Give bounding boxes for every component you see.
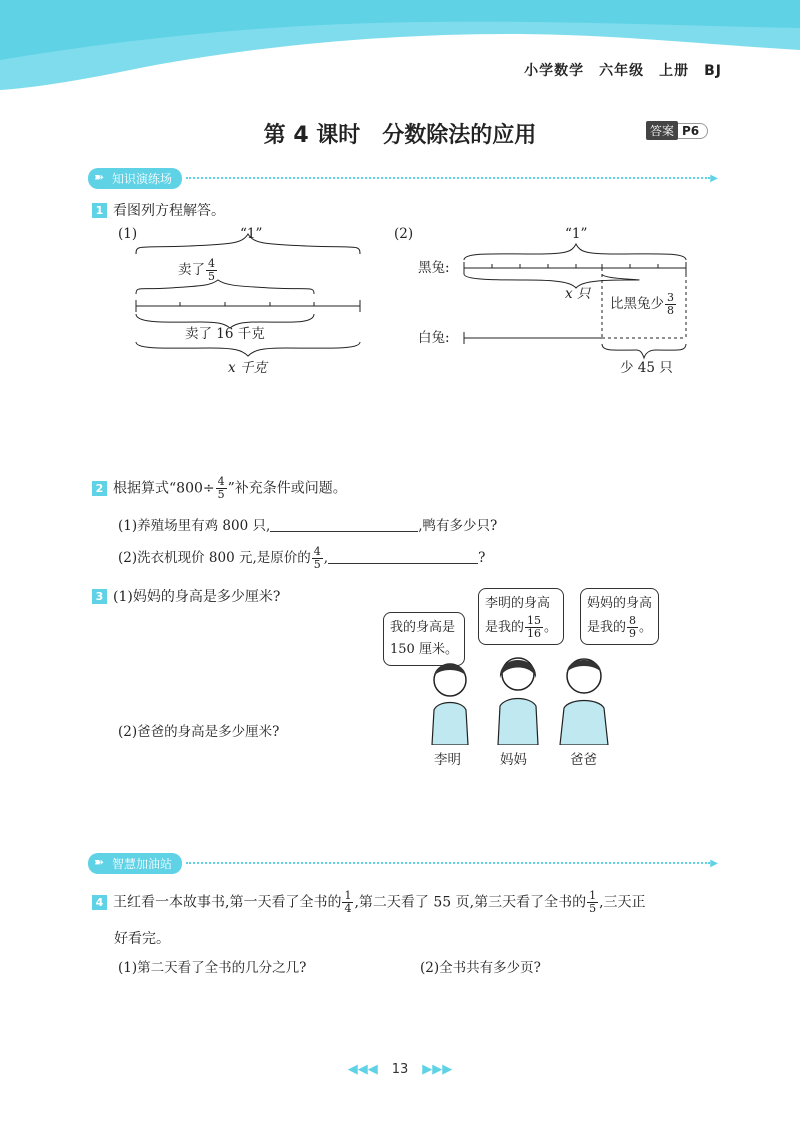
q4-sub-2: (2)全书共有多少页? — [420, 960, 541, 976]
speech-bubble-dad: 妈妈的身高 是我的 $\frac{8}{9}$ 。 — [580, 588, 659, 645]
section-header-practice: ➽ 知识演练场 ▶ — [88, 168, 718, 188]
page-title: 第 4 课时 分数除法的应用 — [263, 123, 537, 148]
sub-label: (2) — [394, 226, 414, 242]
question-number: 2 — [92, 481, 107, 496]
fraction: $\frac{4}{5}$ — [208, 257, 215, 283]
boy-figure — [432, 664, 468, 745]
bubble-line: 我的身高是 — [390, 620, 456, 635]
bubble-text: 是我的 — [485, 620, 525, 635]
q4-text-a: 王红看一本故事书,第一天看了全书的 — [113, 894, 342, 911]
q2-s2-a: (2)洗衣机现价 800 元,是原价的 — [118, 550, 311, 566]
sub-label: (1) — [118, 226, 138, 242]
question-number: 4 — [92, 895, 107, 910]
characters-illustration — [420, 650, 620, 745]
q2-text-b: ”补充条件或问题。 — [227, 480, 347, 497]
one-label: “1” — [565, 226, 588, 242]
section-header-challenge: ➽ 智慧加油站 ▶ — [88, 853, 718, 873]
black-rabbit-label: 黑兔: — [418, 260, 450, 276]
less-fraction-label — [610, 292, 677, 317]
question-text: 看图列方程解答。 — [113, 203, 225, 219]
answer-page: P6 — [678, 123, 708, 139]
fraction: $\frac{3}{8}$ — [667, 291, 674, 317]
answer-label: 答案 — [646, 121, 678, 140]
q2-s1-a: (1)养殖场里有鸡 800 只, — [118, 518, 271, 534]
sold-prefix: 卖了 — [178, 262, 205, 278]
x-label: x 只 — [565, 286, 591, 302]
q4-text-c: ,三天正 — [599, 894, 646, 911]
question-2 — [92, 476, 347, 501]
dad-figure — [560, 659, 608, 745]
page-footer — [0, 1062, 800, 1077]
fraction: $\frac{4}{5}$ — [217, 475, 225, 501]
bubble-text: 是我的 — [587, 620, 627, 635]
q3-sub-2: (2)爸爸的身高是多少厘米? — [118, 724, 280, 740]
answer-blank[interactable] — [270, 517, 418, 532]
q4-text-b: ,第二天看了 55 页,第三天看了全书的 — [354, 894, 587, 911]
answer-badge[interactable] — [646, 121, 708, 140]
q2-sub-2 — [118, 546, 485, 571]
q2-text-a: 根据算式“800÷ — [113, 480, 215, 497]
answer-blank[interactable] — [328, 549, 478, 564]
question-number: 1 — [92, 203, 107, 218]
section-title: 智慧加油站 — [112, 856, 173, 871]
sold-kg-label: 卖了 16 千克 — [185, 326, 265, 342]
q3-sub-1: (1)妈妈的身高是多少厘米? — [113, 589, 281, 605]
section-title: 知识演练场 — [112, 171, 173, 186]
q2-s1-b: ,鸭有多少只? — [418, 518, 498, 534]
q4-text-d: 好看完。 — [114, 931, 170, 947]
bubble-line: 李明的身高 — [485, 596, 551, 611]
one-label: “1” — [240, 226, 263, 242]
name-dad: 爸爸 — [570, 752, 597, 768]
next-arrows-icon: ▶▶▶ — [422, 1062, 453, 1077]
header-info: 小学数学 六年级 上册 BJ — [524, 63, 722, 79]
q2-sub-1 — [118, 514, 497, 534]
prev-arrows-icon: ◀◀◀ — [347, 1062, 378, 1077]
arrow-icon: ➽ — [94, 854, 105, 869]
arrow-icon: ➽ — [94, 169, 105, 184]
question-1 — [92, 200, 225, 220]
fraction: $\frac{1}{5}$ — [589, 889, 597, 915]
mom-figure — [498, 658, 538, 745]
sold-fraction-label — [178, 258, 218, 283]
q4-sub-1: (1)第二天看了全书的几分之几? — [118, 960, 307, 976]
q2-s2-b: , — [323, 550, 329, 566]
question-3 — [92, 586, 280, 606]
fraction: $\frac{4}{5}$ — [313, 545, 321, 571]
speech-bubble-mom: 李明的身高 是我的 $\frac{15}{16}$ 。 — [478, 588, 564, 645]
question-number: 3 — [92, 589, 107, 604]
less-prefix: 比黑兔少 — [610, 296, 664, 312]
question-4 — [92, 890, 722, 915]
q2-s2-c: ? — [478, 550, 486, 566]
diagram-1 — [130, 226, 375, 376]
name-liming: 李明 — [434, 752, 461, 768]
page-number: 13 — [391, 1062, 409, 1077]
fraction: $\frac{15}{16}$ — [527, 614, 542, 640]
fraction: $\frac{8}{9}$ — [629, 614, 637, 640]
bubble-line: 妈妈的身高 — [587, 596, 653, 611]
fraction: $\frac{1}{4}$ — [344, 889, 352, 915]
white-rabbit-label: 白兔: — [418, 330, 450, 346]
total-label: x 千克 — [228, 360, 267, 376]
name-mom: 妈妈 — [500, 752, 527, 768]
bubble-line: 150 厘米。 — [390, 642, 458, 657]
less-count-label: 少 45 只 — [620, 360, 673, 376]
